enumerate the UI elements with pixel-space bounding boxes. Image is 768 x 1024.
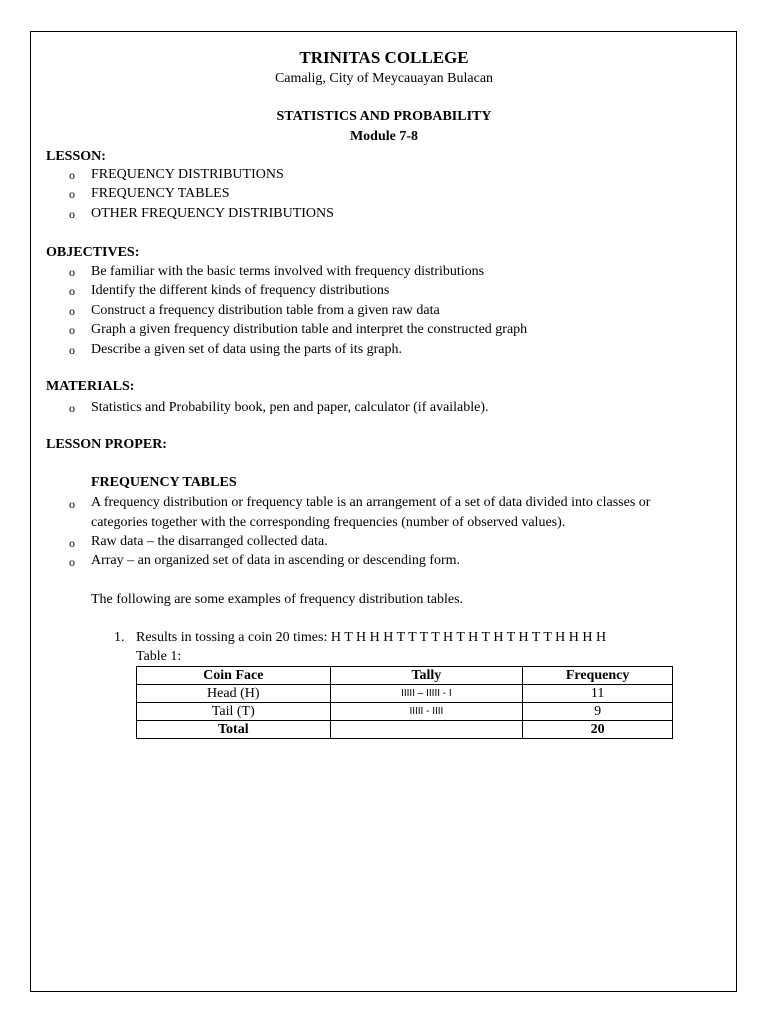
bullet-marker: o bbox=[69, 343, 75, 357]
table-header-cell: Tally bbox=[330, 667, 523, 685]
raw-data-definition: Raw data – the disarranged collected data. bbox=[91, 534, 328, 549]
subject-title: STATISTICS AND PROBABILITY bbox=[276, 109, 492, 124]
table-cell: Tail (T) bbox=[137, 703, 331, 721]
definition-text: A frequency distribution or frequency table is an arrangement of a set of data divided into classes or bbox=[91, 495, 651, 510]
bullet-marker: o bbox=[69, 168, 75, 182]
bullet-marker: o bbox=[69, 207, 75, 221]
bullet-marker: o bbox=[69, 536, 75, 550]
example-number: 1. bbox=[114, 630, 125, 645]
bullet-marker: o bbox=[69, 497, 75, 511]
materials-heading: MATERIALS: bbox=[46, 379, 135, 394]
tally-cell: IIIII – IIIII - I bbox=[330, 685, 523, 703]
table-caption: Table 1: bbox=[136, 649, 182, 664]
objective-item: Construct a frequency distribution table from a given raw data bbox=[91, 303, 440, 318]
lesson-proper-heading: LESSON PROPER: bbox=[46, 437, 167, 452]
examples-intro: The following are some examples of frequency distribution tables. bbox=[91, 592, 464, 607]
table-cell: 9 bbox=[523, 703, 673, 721]
table-header-cell: Coin Face bbox=[137, 667, 331, 685]
table-total-label: Total bbox=[137, 721, 331, 739]
bullet-marker: o bbox=[69, 187, 75, 201]
bullet-marker: o bbox=[69, 284, 75, 298]
objectives-heading: OBJECTIVES: bbox=[46, 245, 140, 260]
bullet-marker: o bbox=[69, 323, 75, 337]
bullet-marker: o bbox=[69, 265, 75, 279]
materials-item: Statistics and Probability book, pen and paper, calculator (if available). bbox=[91, 400, 489, 415]
lesson-item: OTHER FREQUENCY DISTRIBUTIONS bbox=[91, 206, 334, 221]
table-row bbox=[137, 685, 673, 703]
module-title: Module 7-8 bbox=[349, 129, 419, 144]
objective-item: Identify the different kinds of frequency distributions bbox=[91, 283, 390, 298]
array-definition: Array – an organized set of data in ascending or descending form. bbox=[91, 553, 461, 568]
frequency-table bbox=[136, 666, 673, 739]
table-cell bbox=[330, 721, 523, 739]
table-cell: 11 bbox=[523, 685, 673, 703]
definition-text: categories together with the corresponding frequencies (number of observed values). bbox=[91, 515, 566, 530]
table-row bbox=[137, 703, 673, 721]
tally-cell: IIIII - IIII bbox=[330, 703, 523, 721]
bullet-marker: o bbox=[69, 401, 75, 415]
table-total-value: 20 bbox=[523, 721, 673, 739]
college-name: TRINITAS COLLEGE bbox=[299, 48, 469, 67]
objective-item: Describe a given set of data using the parts of its graph. bbox=[91, 342, 403, 357]
table-cell: Head (H) bbox=[137, 685, 331, 703]
bullet-marker: o bbox=[69, 555, 75, 569]
table-header-cell: Frequency bbox=[523, 667, 673, 685]
table-header-row bbox=[137, 667, 673, 685]
objective-item: Graph a given frequency distribution table and interpret the constructed graph bbox=[91, 322, 528, 337]
example-text: Results in tossing a coin 20 times: H T H H H T T T T H T H T H T H T T H H H H bbox=[136, 630, 607, 645]
frequency-tables-subheading: FREQUENCY TABLES bbox=[91, 475, 237, 490]
objective-item: Be familiar with the basic terms involved with frequency distributions bbox=[91, 264, 485, 279]
bullet-marker: o bbox=[69, 304, 75, 318]
lesson-item: FREQUENCY DISTRIBUTIONS bbox=[91, 167, 284, 182]
college-address: Camalig, City of Meycauayan Bulacan bbox=[274, 71, 494, 86]
lesson-item: FREQUENCY TABLES bbox=[91, 186, 230, 201]
lesson-heading: LESSON: bbox=[46, 149, 106, 164]
table-total-row bbox=[137, 721, 673, 739]
